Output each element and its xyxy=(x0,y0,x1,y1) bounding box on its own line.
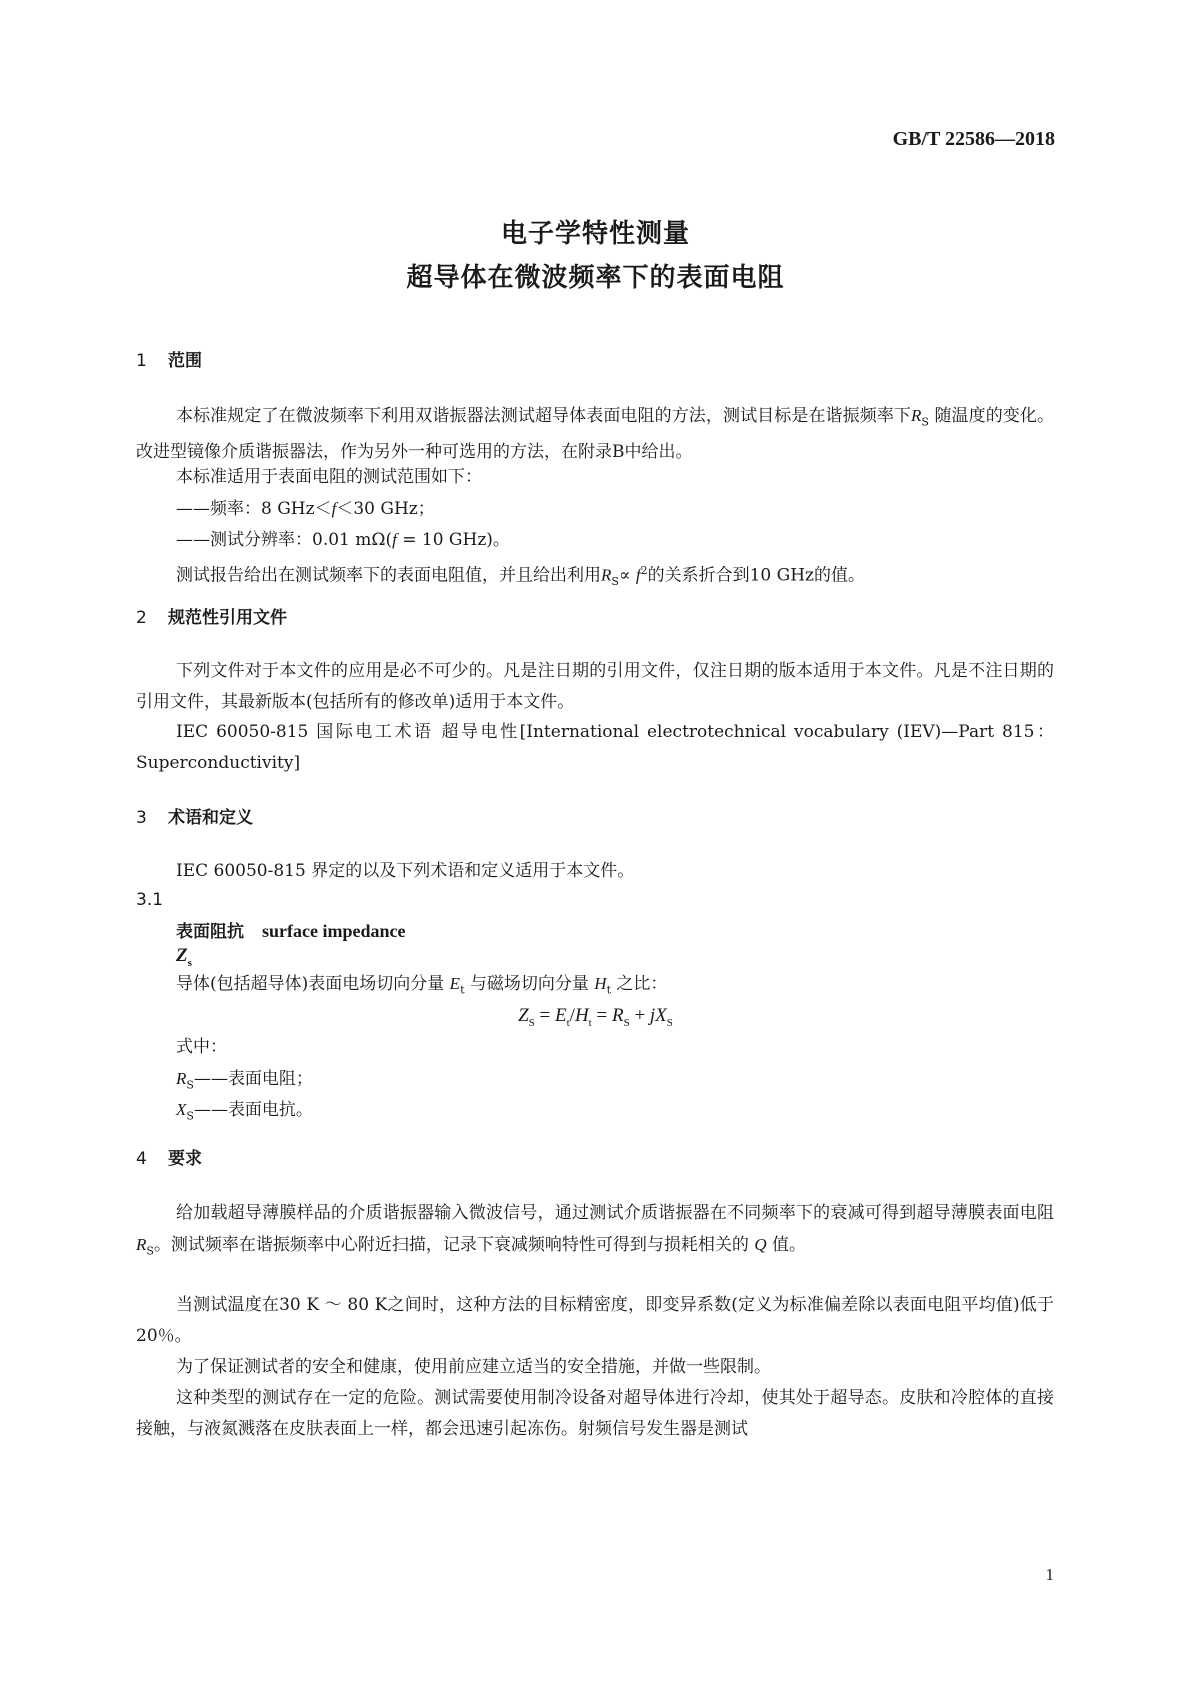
terms-intro: IEC 60050-815 界定的以及下列术语和定义适用于本文件。 xyxy=(176,861,635,881)
impedance-formula: $Z_S = E_t/H_t = R_S + jX_S$ xyxy=(518,1005,673,1029)
scope-item-resolution: ——测试分辨率：0.01 mΩ(f = 10 GHz)。 xyxy=(176,530,510,550)
section-3-heading: 3 术语和定义 xyxy=(136,808,253,828)
section-number: 1 xyxy=(136,351,147,371)
term-symbol: $Z_s$ xyxy=(176,945,192,969)
normative-paragraph-1: 下列文件对于本文件的应用是必不可少的。凡是注日期的引用文件，仅注日期的版本适用于本文件。凡是不注日期的引用文件，其最新版本(包括所有的修改单)适用于本文件。 xyxy=(136,661,1054,712)
section-2-heading: 2 规范性引用文件 xyxy=(136,608,287,628)
section-4-heading: 4 要求 xyxy=(136,1149,202,1169)
where-label: 式中： xyxy=(176,1037,227,1057)
term-number: 3.1 xyxy=(136,890,164,910)
term-heading: 表面阻抗 surface impedance xyxy=(176,921,406,942)
scope-paragraph-1: 本标准规定了在微波频率下利用双谐振器法测试超导体表面电阻的方法，测试目标是在谐振频率下$R_S$ 随温度的变化。改进型镜像介质谐振器法，作为另外一种可选用的方法，在附录B中给出。 xyxy=(136,406,1055,463)
section-title: 范围 xyxy=(168,351,202,371)
standard-code: GB/T 22586—2018 xyxy=(892,128,1055,150)
xs-definition: $X_S——$表面电抗。 xyxy=(176,1100,313,1123)
requirements-paragraph-1: 给加载超导薄膜样品的介质谐振器输入微波信号，通过测试介质谐振器在不同频率下的衰减可得到超导薄膜表面电阻 $R_S$。测试频率在谐振频率中心附近扫描，记录下衰减频响特性可得到与损耗相关的 Q 值。 xyxy=(136,1203,1054,1258)
scope-paragraph-2: 本标准适用于表面电阻的测试范围如下： xyxy=(176,467,482,487)
normative-reference-iec: IEC 60050-815 国际电工术语 超导电性[International electrotechnical vocabulary (IEV)—Part 815：Superconductivity] xyxy=(136,722,1054,773)
requirements-paragraph-2: 当测试温度在30 K ～ 80 K之间时，这种方法的目标精密度，即变异系数(定义为标准偏差除以表面电阻平均值)低于20％。 xyxy=(136,1295,1054,1346)
section-1-heading xyxy=(136,346,202,371)
scope-paragraph-3: 测试报告给出在测试频率下的表面电阻值，并且给出利用$R_S\propto f^2$的关系折合到10 GHz的值。 xyxy=(176,564,865,589)
requirements-paragraph-3: 为了保证测试者的安全和健康，使用前应建立适当的安全措施，并做一些限制。 xyxy=(176,1357,771,1377)
title-line-1: 电子学特性测量 xyxy=(500,219,690,249)
rs-definition: $R_S——$表面电阻； xyxy=(176,1069,313,1092)
requirements-paragraph-4: 这种类型的测试存在一定的危险。测试需要使用制冷设备对超导体进行冷却，使其处于超导态。皮肤和冷腔体的直接接触，与液氮溅落在皮肤表面上一样，都会迅速引起冻伤。射频信号发生器是测试 xyxy=(136,1388,1054,1439)
term-definition: 导体(包括超导体)表面电场切向分量 $E_t$ 与磁场切向分量 $H_t$ 之比： xyxy=(176,974,668,997)
title-line-2: 超导体在微波频率下的表面电阻 xyxy=(406,263,785,293)
page-number: 1 xyxy=(1045,1565,1054,1584)
scope-item-frequency: ——频率：8 GHz＜f＜30 GHz； xyxy=(176,499,435,519)
